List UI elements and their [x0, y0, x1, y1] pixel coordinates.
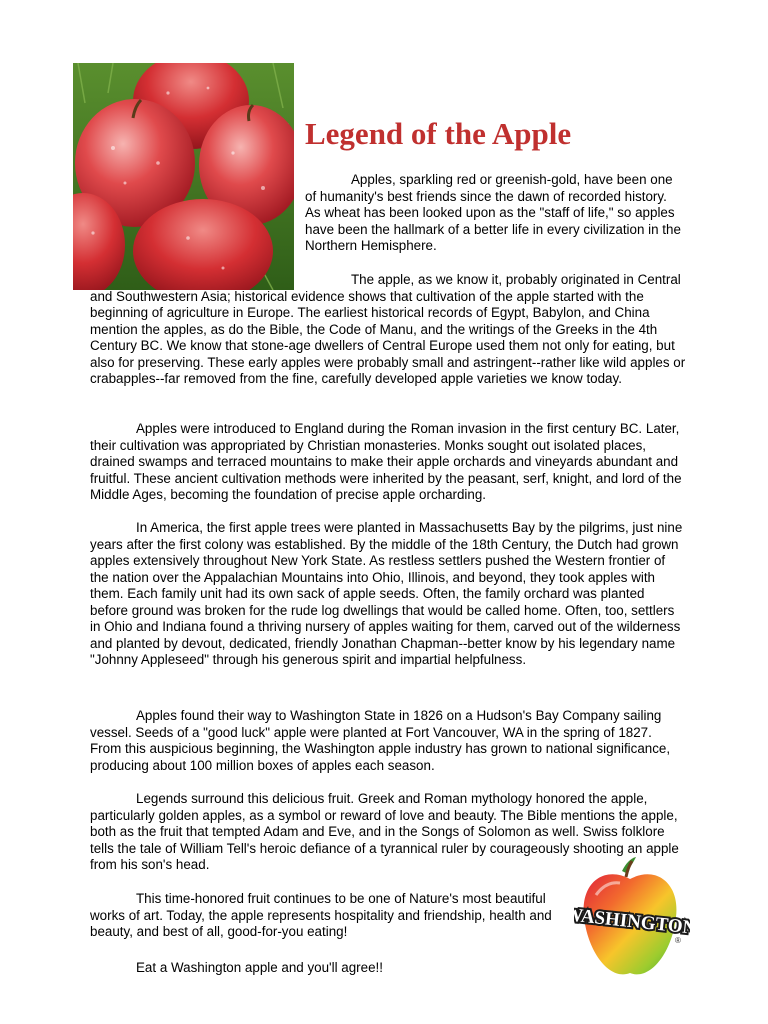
- apples-image: [73, 63, 294, 290]
- apple-logo-icon: [574, 855, 690, 983]
- paragraph-1: Apples, sparkling red or greenish-gold, have been one of humanity's best friends since the dawn of recorded history. As wheat has been looked upon as the "staff of life," so apples have been the hallmark of a better life in every civilization in the Northern Hemisphere.: [305, 172, 681, 253]
- washington-apple-logo: [574, 855, 690, 983]
- paragraph-3: Apples were introduced to England during the Roman invasion in the first century BC. Later, their cultivation was appropriated by Christian monasteries. Monks sought out isolated places, drained swamps and terraced mountains to make their apple orchards and vineyards abundant and fruitful. These ancient cultivation methods were inherited by the peasant, serf, knight, and lord of the Middle Ages, becoming the foundation of precise apple orcharding.: [90, 421, 682, 502]
- paragraph-2-text: The apple, as we know it, probably originated in Central and Southwestern Asia; historical evidence shows that cultivation of the apple started with the beginning of agriculture in Europe. The earliest historical records of Egypt, Babylon, and China mention the apples, as do the Bible, the Code of Manu, and the writings of the Greeks in the 4th Century BC. We know that stone-age dwellers of Central Europe used them not only for eating, but also for preserving. These early apples were probably small and astringent--rather like wild apples or crabapples--far removed from the fine, carefully developed apple varieties we know today.: [90, 272, 686, 386]
- apples-photo: [73, 63, 294, 290]
- paragraph-5: Apples found their way to Washington State in 1826 on a Hudson's Bay Company sailing vessel. Seeds of a "good luck" apple were planted at Fort Vancouver, WA in the spring of 1827. From this auspicious beginning, the Washington apple industry has grown to national significance, producing about 100 million boxes of apples each season.: [90, 708, 671, 773]
- document-title: Legend of the Apple: [305, 116, 572, 151]
- paragraph-6: Legends surround this delicious fruit. Greek and Roman mythology honored the apple, particularly golden apples, as a symbol or reward of love and beauty. The Bible mentions the apple, both as the fruit that tempted Adam and Eve, and in the Songs of Solomon as well. Swiss folklore tells the tale of William Tell's heroic defiance of a tyrannical ruler by courageously shooting an apple from his son's head.: [90, 791, 679, 872]
- logo-text: WASHINGTON: [574, 904, 690, 939]
- paragraph-2: [90, 272, 686, 388]
- paragraph-7: This time-honored fruit continues to be one of Nature's most beautiful works of art. Today, the apple represents hospitality and friendship, health and beauty, and best of all, good-for-you eating!: [90, 891, 552, 939]
- paragraph-2-indent: [90, 283, 351, 284]
- paragraph-4: In America, the first apple trees were planted in Massachusetts Bay by the pilgrims, just nine years after the first colony was established. By the middle of the 18th Century, the Dutch had grown apples extensively throughout New York State. As restless settlers pushed the Western frontier of the nation over the Appalachian Mountains into Ohio, Illinois, and beyond, they took apples with them. Each family unit had its own sack of apple seeds. Often, the family orchard was planted before ground was broken for the rude log dwellings that would be called home. Often, too, settlers in Ohio and Indiana found a thriving nursery of apples waiting for them, carved out of the wilderness and planted by devout, dedicated, friendly Jonathan Chapman--better know by his legendary name "Johnny Appleseed" through his generous spirit and impartial helpfulness.: [90, 520, 683, 667]
- paragraph-8: Eat a Washington apple and you'll agree!!: [136, 960, 383, 975]
- registered-mark: ®: [675, 936, 681, 945]
